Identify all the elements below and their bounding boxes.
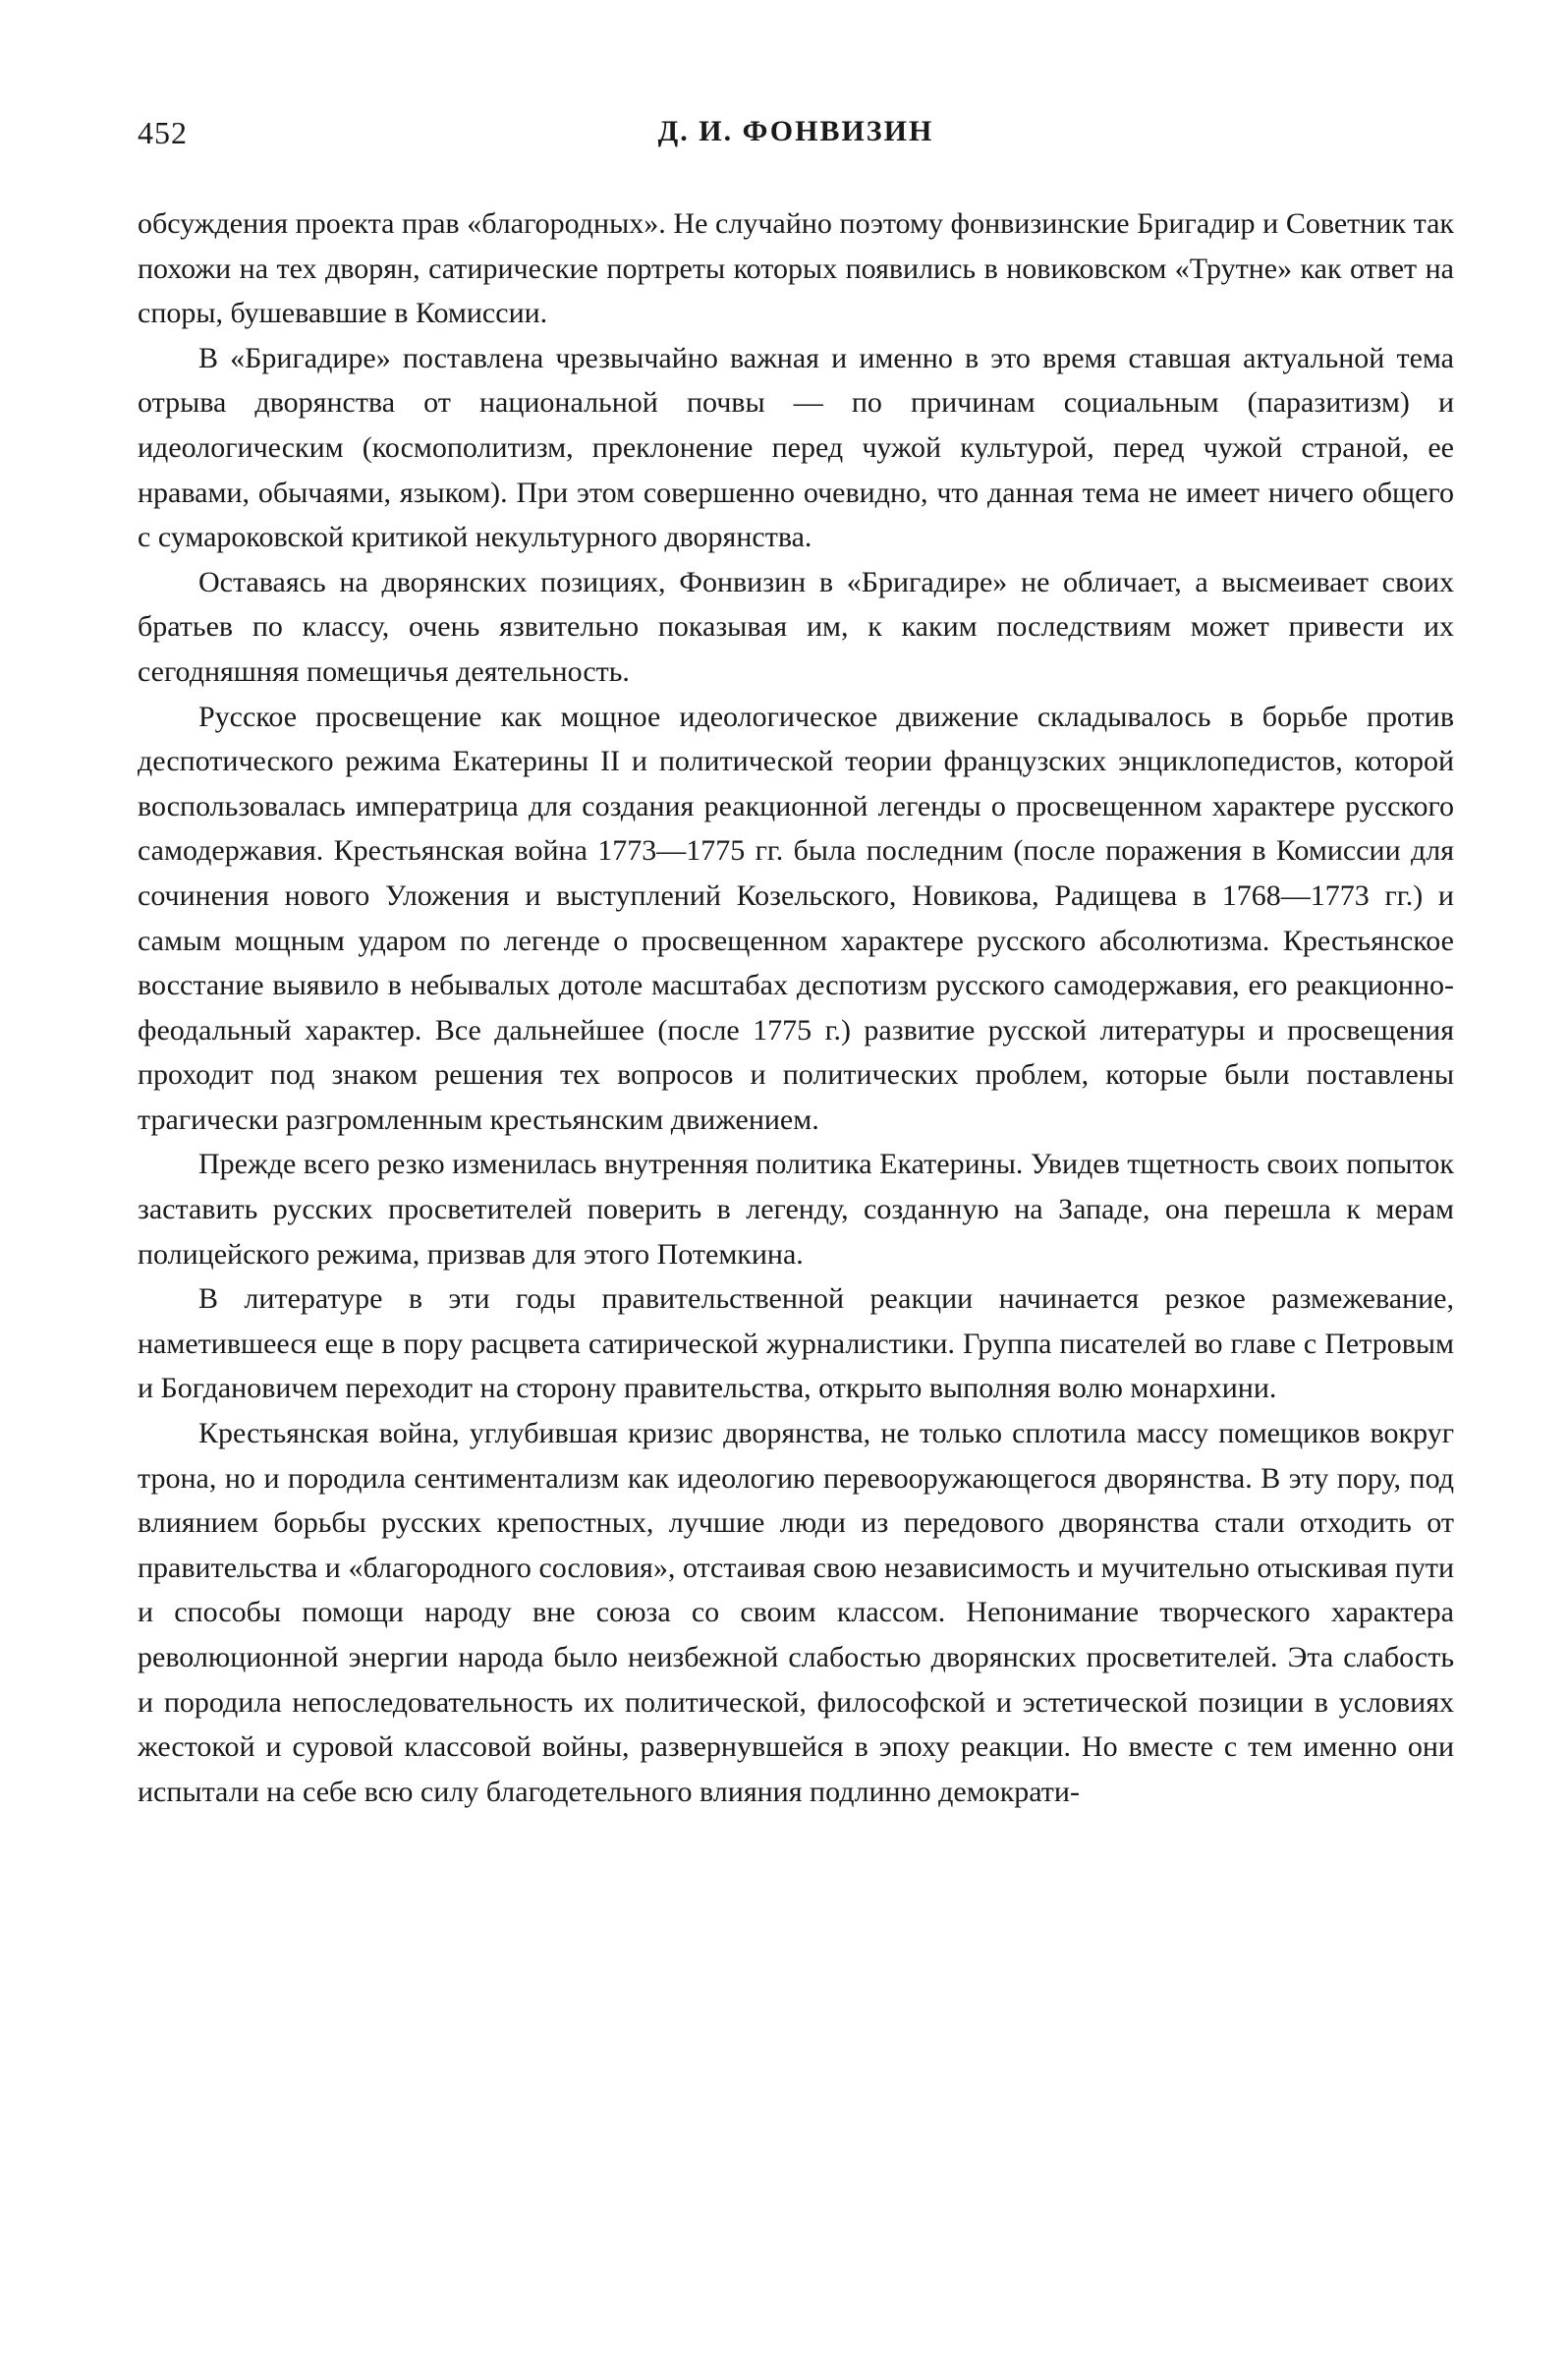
paragraph: Оставаясь на дворянских позициях, Фонвизин в «Бригадире» не обличает, а высмеивает своих братьев по классу, очень язвительно показывая им, к каким последствиям может привести их сегодняшняя помещичья деятельность. [138, 565, 1454, 688]
paragraph: Крестьянская война, углубившая кризис дворянства, не только сплотила массу помещиков вокруг трона, но и породила сентиментализм как идеологию перевооружающегося дворянства. В эту пору, под влиянием борьбы русских крепостных, лучшие люди из передового дворянства стали отходить от правительства и «благородного сословия», отстаивая свою независимость и мучительно отыскивая пути и способы помощи народу вне союза со своим классом. Непонимание творческого характера революционной энергии народа было неизбежной слабостью дворянских просветителей. Эта слабость и породила непоследовательность их политической, философской и эстетической позиции в условиях жестокой и суровой классовой войны, развернувшейся в эпоху реакции. Но вместе с тем именно они испытали на себе всю силу благодетельного влияния подлинно демократи- [138, 1417, 1454, 1808]
body-text [138, 201, 1454, 1814]
paragraph-continued: обсуждения проекта прав «благородных». Не случайно поэтому фонвизинские Бригадир и Советник так похожи на тех дворян, сатирические портреты которых появились в новиковском «Трутне» как ответ на споры, бушевавшие в Комиссии. [138, 207, 1454, 330]
running-head [138, 103, 1454, 162]
paragraph: В «Бригадире» поставлена чрезвычайно важная и именно в это время ставшая актуальной тема отрыва дворянства от национальной почвы — по причинам социальным (паразитизм) и идеологическим (космополитизм, преклонение перед чужой культурой, перед чужой страной, ее нравами, обычаями, языком). При этом совершенно очевидно, что данная тема не имеет ничего общего с сумароковской критикой некультурного дворянства. [138, 341, 1454, 554]
book-page [138, 103, 1454, 1814]
paragraph: Русское просвещение как мощное идеологическое движение складывалось в борьбе против деспотического режима Екатерины II и политической теории французских энциклопедистов, которой воспользовалась императрица для создания реакционной легенды о просвещенном характере русского самодержавия. Крестьянская война 1773—1775 гг. была последним (после поражения в Комиссии для сочинения нового Уложения и выступлений Козельского, Новикова, Радищева в 1768—1773 гг.) и самым мощным ударом по легенде о просвещенном характере русского абсолютизма. Крестьянское восстание выявило в небывалых дотоле масштабах деспотизм русского самодержавия, его реакционно-феодальный характер. Все дальнейшее (после 1775 г.) развитие русской литературы и просвещения проходит под знаком решения тех вопросов и политических проблем, которые были поставлены трагически разгромленным крестьянским движением. [138, 700, 1454, 1136]
page-number: 452 [138, 115, 188, 150]
paragraph: В литературе в эти годы правительственной реакции начинается резкое размежевание, наметившееся еще в пору расцвета сатирической журналистики. Группа писателей во главе с Петровым и Богдановичем переходит на сторону правительства, открыто выполняя волю монархини. [138, 1282, 1454, 1405]
running-title: Д. И. ФОНВИЗИН [657, 115, 934, 147]
paragraph: Прежде всего резко изменилась внутренняя политика Екатерины. Увидев тщетность своих попыток заставить русских просветителей поверить в легенду, созданную на Западе, она перешла к мерам полицейского режима, призвав для этого Потемкина. [138, 1148, 1454, 1271]
